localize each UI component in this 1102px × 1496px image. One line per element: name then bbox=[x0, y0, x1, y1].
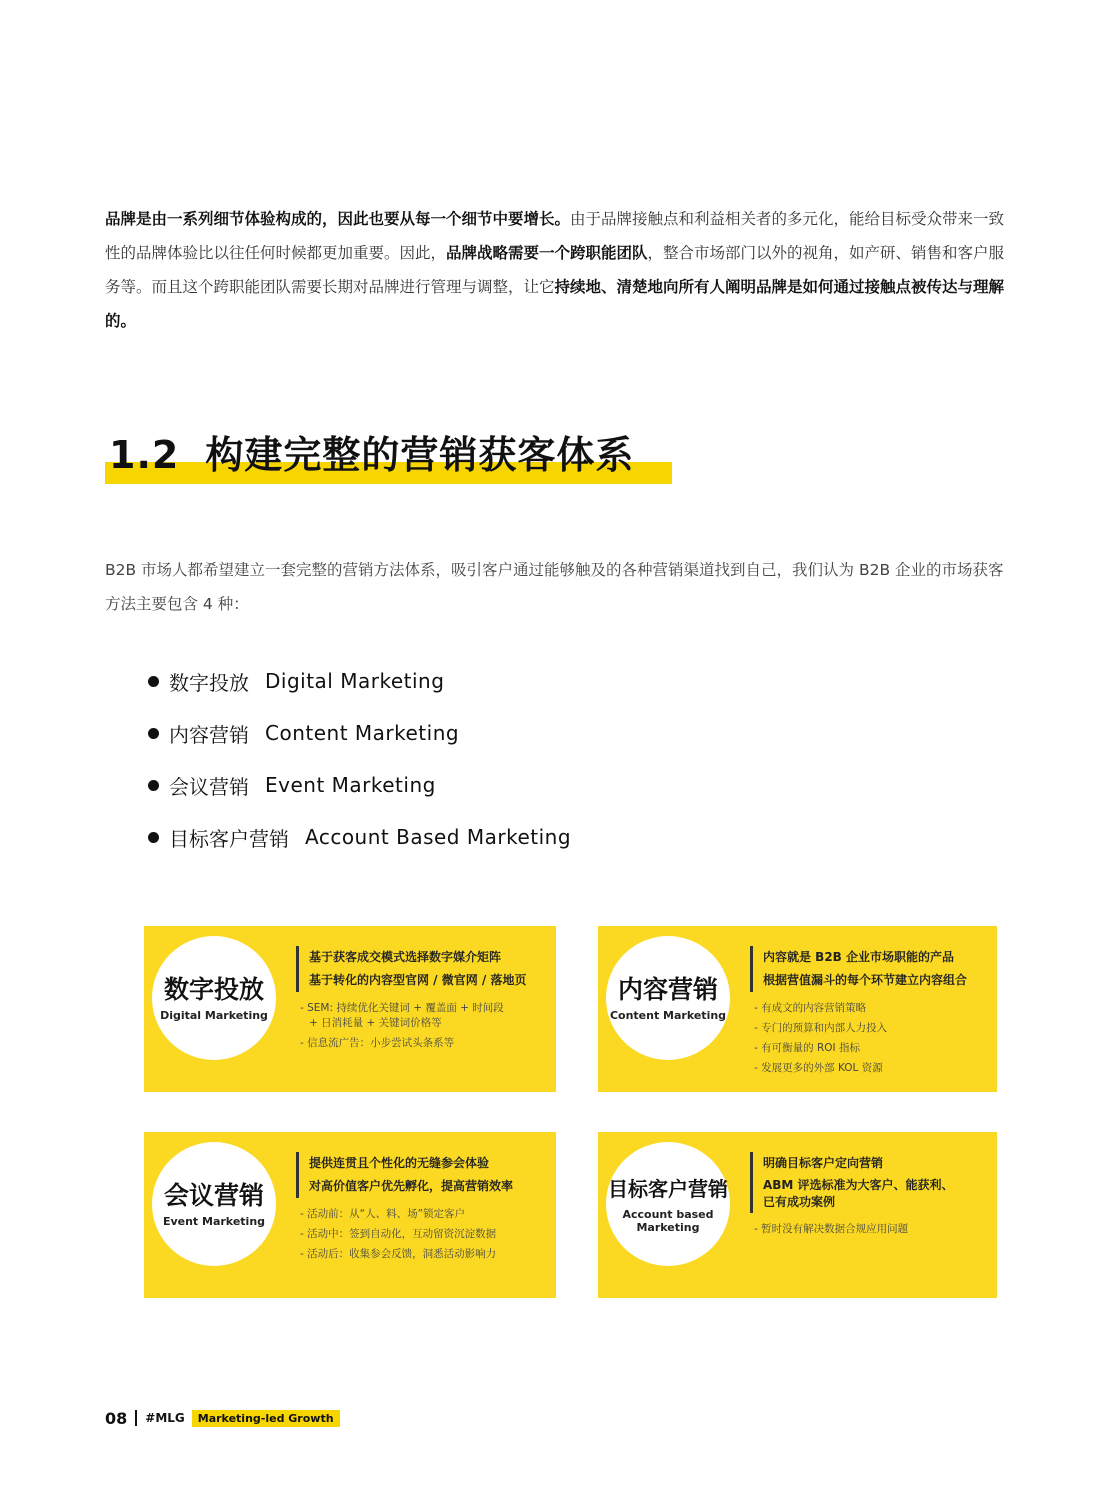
card-item: - 活动中：签到自动化，互动留资沉淀数据 bbox=[300, 1228, 497, 1240]
card-content bbox=[750, 1152, 1000, 1239]
intro-bold-3: 持续地、清楚地向所有人阐明品牌是如何通过接触点被传达与理解的。 bbox=[105, 278, 1005, 330]
card-highlight: 根据营值漏斗的每个环节建立内容组合 bbox=[750, 969, 1000, 992]
card-account-based-marketing bbox=[598, 1132, 997, 1298]
bullet-icon bbox=[148, 780, 159, 791]
card-subtitle: Digital Marketing bbox=[160, 1008, 268, 1022]
card-item: + 日消耗量 + 关键词价格等 bbox=[309, 1017, 442, 1029]
card-digital-marketing bbox=[144, 926, 556, 1092]
section-title-text: 构建完整的营销获客体系 bbox=[205, 433, 635, 477]
card-highlight: 提供连贯且个性化的无缝参会体验 bbox=[296, 1152, 546, 1175]
card-item: - 专门的预算和内部人力投入 bbox=[754, 1022, 888, 1034]
list-item bbox=[148, 707, 571, 759]
intro-text-1: 由于品牌接触点和利益相关者的多元化，能给目标受众带来一致性的品牌体验比以往任何时候都更加重要。因此， bbox=[105, 210, 1005, 262]
card-item: - 信息流广告：小步尝试头条系等 bbox=[300, 1037, 455, 1049]
footer-tag: #MLG bbox=[145, 1411, 185, 1425]
list-item bbox=[148, 655, 571, 707]
card-items bbox=[296, 998, 546, 1053]
card-highlight: 基于转化的内容型官网 / 微官网 / 落地页 bbox=[296, 969, 546, 992]
intro-text-2: ，整合市场部门以外的视角，如产研、销售和客户服务等。而且这个跨职能团队需要长期对品牌进行管理与调整，让它 bbox=[105, 244, 1005, 296]
card-item: - SEM: 持续优化关键词 + 覆盖面 + 时间段 bbox=[300, 1002, 504, 1014]
method-cn: 数字投放 bbox=[169, 670, 249, 695]
card-items bbox=[750, 1219, 1000, 1239]
method-cn: 内容营销 bbox=[169, 722, 249, 747]
card-title: 数字投放 bbox=[163, 974, 264, 1004]
footer-divider bbox=[135, 1410, 137, 1426]
card-title: 内容营销 bbox=[617, 974, 718, 1004]
card-subtitle: Content Marketing bbox=[609, 1008, 727, 1022]
card-content bbox=[750, 946, 1000, 1078]
bullet-icon bbox=[148, 728, 159, 739]
method-cn: 目标客户营销 bbox=[169, 826, 289, 851]
card-subtitle bbox=[622, 1208, 713, 1234]
section-title bbox=[109, 424, 634, 479]
lead-paragraph: B2B 市场人都希望建立一套完整的营销方法体系，吸引客户通过能够触及的各种营销渠道找到自己，我们认为 B2B 企业的市场获客方法主要包含 4 种： bbox=[105, 561, 1004, 613]
method-en: Event Marketing bbox=[265, 773, 436, 797]
card-badge bbox=[606, 936, 730, 1060]
card-badge bbox=[606, 1142, 730, 1266]
method-en: Content Marketing bbox=[265, 721, 460, 745]
bullet-icon bbox=[148, 676, 159, 687]
card-badge bbox=[152, 1142, 276, 1266]
card-item: - 暂时没有解决数据合规应用问题 bbox=[754, 1223, 909, 1235]
card-items bbox=[750, 998, 1000, 1078]
bullet-icon bbox=[148, 832, 159, 843]
method-en: Digital Marketing bbox=[265, 669, 445, 693]
method-cn: 会议营销 bbox=[169, 774, 249, 799]
page-footer bbox=[105, 1406, 340, 1430]
intro-bold-1: 品牌是由一系列细节体验构成的，因此也要从每一个细节中要增长。 bbox=[105, 210, 571, 228]
card-content-marketing bbox=[598, 926, 997, 1092]
list-item bbox=[148, 811, 571, 863]
card-subtitle-line: Marketing bbox=[636, 1221, 700, 1234]
card-items bbox=[296, 1204, 546, 1264]
list-item bbox=[148, 759, 571, 811]
intro-paragraph bbox=[105, 202, 1005, 338]
card-highlight: 内容就是 B2B 企业市场职能的产品 bbox=[750, 946, 1000, 969]
footer-brand: Marketing-led Growth bbox=[192, 1410, 340, 1427]
card-title: 目标客户营销 bbox=[608, 1177, 728, 1201]
card-item: - 活动前：从“人、料、场”锁定客户 bbox=[300, 1208, 466, 1220]
card-highlight: ABM 评选标准为大客户、能获利、已有成功案例 bbox=[750, 1175, 963, 1213]
card-item: - 发展更多的外部 KOL 资源 bbox=[754, 1062, 883, 1074]
card-content bbox=[296, 1152, 546, 1264]
method-en: Account Based Marketing bbox=[305, 825, 572, 849]
card-badge bbox=[152, 936, 276, 1060]
card-subtitle: Event Marketing bbox=[162, 1214, 266, 1228]
intro-bold-2: 品牌战略需要一个跨职能团队 bbox=[446, 244, 648, 262]
card-item: - 活动后：收集参会反馈，洞悉活动影响力 bbox=[300, 1248, 497, 1260]
card-item: - 有成文的内容营销策略 bbox=[754, 1002, 867, 1014]
card-highlight: 明确目标客户定向营销 bbox=[750, 1152, 1000, 1175]
card-highlight: 对高价值客户优先孵化，提高营销效率 bbox=[296, 1175, 546, 1198]
card-title: 会议营销 bbox=[163, 1180, 264, 1210]
card-item: - 有可衡量的 ROI 指标 bbox=[754, 1042, 860, 1054]
card-event-marketing bbox=[144, 1132, 556, 1298]
section-number: 1.2 bbox=[109, 433, 180, 477]
methods-list bbox=[148, 655, 571, 863]
card-content bbox=[296, 946, 546, 1053]
card-subtitle-line: Account based bbox=[622, 1208, 714, 1221]
page-number: 08 bbox=[105, 1408, 128, 1428]
card-highlight: 基于获客成交模式选择数字媒介矩阵 bbox=[296, 946, 546, 969]
